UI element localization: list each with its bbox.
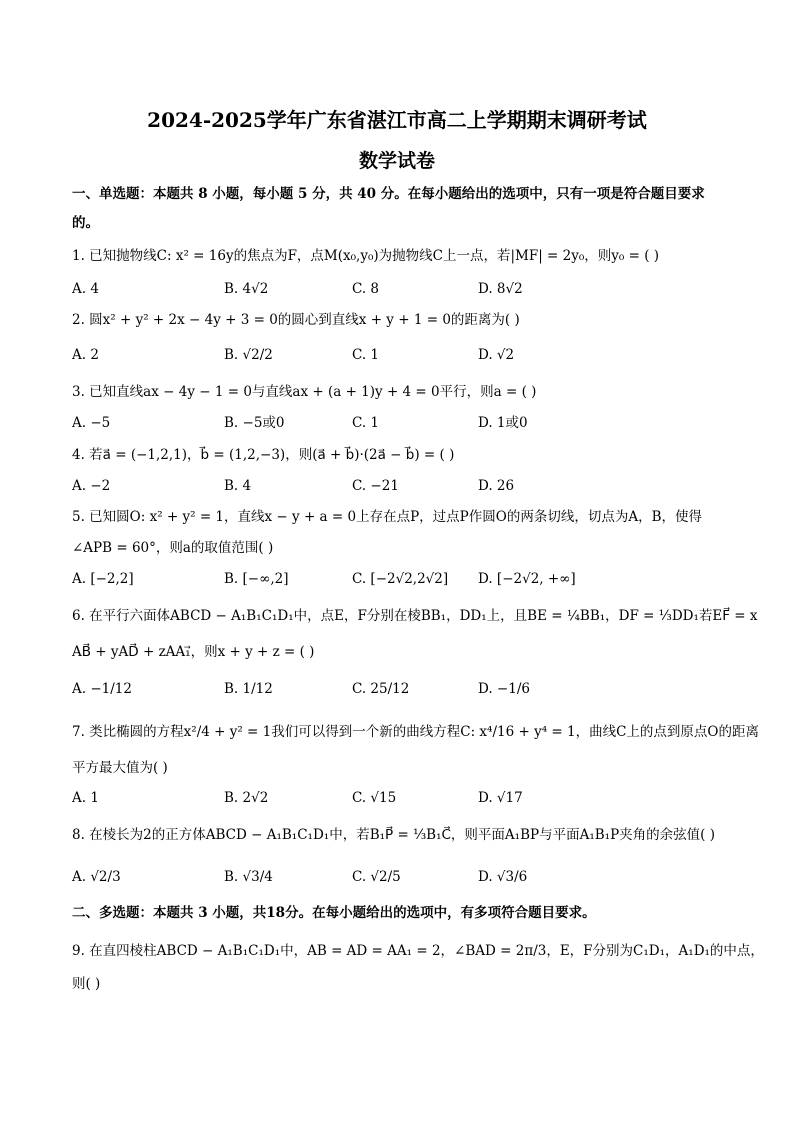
- option-c: C. 8: [352, 281, 380, 297]
- option-b: B. [−∞,2]: [224, 571, 289, 587]
- question-1-options: [72, 278, 732, 300]
- option-b: B. 4√2: [224, 281, 269, 297]
- option-b: B. −5或0: [224, 415, 285, 431]
- question-2: 2. 圆x² + y² + 2x − 4y + 3 = 0的圆心到直线x + y + 1 = 0的距离为( ): [72, 312, 520, 328]
- option-a: A. −2: [72, 478, 111, 494]
- option-a: A. 4: [72, 281, 99, 297]
- option-b: B. √2/2: [224, 347, 273, 363]
- option-a: A. 2: [72, 347, 99, 363]
- option-c: C. √2/5: [352, 869, 401, 885]
- option-c: C. −21: [352, 478, 399, 494]
- option-c: C. 1: [352, 347, 380, 363]
- option-a: A. −5: [72, 415, 111, 431]
- option-b: B. 4: [224, 478, 252, 494]
- option-b: B. √3/4: [224, 869, 273, 885]
- option-c: C. 25/12: [352, 681, 410, 697]
- question-7-cont: 平方最大值为( ): [72, 760, 168, 776]
- question-5: 5. 已知圆O: x² + y² = 1，直线x − y + a = 0上存在点P，过点P作圆O的两条切线，切点为A，B，使得: [72, 509, 702, 525]
- section2-heading: 二、多选题：本题共 3 小题，共18分。在每小题给出的选项中，有多项符合题目要求。: [72, 905, 596, 921]
- question-5-cont: ∠APB = 60°，则a的取值范围( ): [72, 540, 274, 556]
- option-d: D. [−2√2, +∞]: [478, 571, 576, 587]
- option-a: A. [−2,2]: [72, 571, 134, 587]
- question-2-options: [72, 344, 732, 366]
- question-3: 3. 已知直线ax − 4y − 1 = 0与直线ax + (a + 1)y + 4 = 0平行，则a = ( ): [72, 384, 537, 400]
- question-4: 4. 若a⃗ = (−1,2,1)，b⃗ = (1,2,−3)，则(a⃗ + b⃗)·(2a⃗ − b⃗) = ( ): [72, 447, 455, 463]
- section1-heading-cont: 的。: [72, 215, 99, 231]
- question-3-options: [72, 412, 732, 434]
- question-6-cont: AB⃗ + yAD⃗ + zAA₁⃗，则x + y + z = ( ): [72, 644, 315, 660]
- question-8-options: [72, 866, 732, 888]
- page-title: 2024-2025学年广东省湛江市高二上学期期末调研考试: [147, 108, 647, 132]
- option-d: D. √2: [478, 347, 515, 363]
- option-d: D. −1/6: [478, 681, 530, 697]
- question-1: 1. 已知抛物线C: x² = 16y的焦点为F，点M(x₀,y₀)为抛物线C上一点，若|MF| = 2y₀，则y₀ = ( ): [72, 248, 660, 264]
- option-d: D. √3/6: [478, 869, 528, 885]
- question-6: 6. 在平行六面体ABCD − A₁B₁C₁D₁中，点E，F分别在棱BB₁，DD₁上，且BE = ¼BB₁，DF = ⅓DD₁若EF⃗ = x: [72, 608, 758, 624]
- page-subtitle: 数学试卷: [358, 150, 435, 172]
- question-6-options: [72, 678, 732, 700]
- option-a: A. 1: [72, 790, 99, 806]
- question-4-options: [72, 475, 732, 497]
- question-7: 7. 类比椭圆的方程x²/4 + y² = 1我们可以得到一个新的曲线方程C: x⁴/16 + y⁴ = 1，曲线C上的点到原点O的距离: [72, 724, 759, 740]
- question-5-options: [72, 568, 732, 590]
- option-c: C. √15: [352, 790, 397, 806]
- option-b: B. 1/12: [224, 681, 273, 697]
- option-d: D. 8√2: [478, 281, 523, 297]
- question-8: 8. 在棱长为2的正方体ABCD − A₁B₁C₁D₁中，若B₁P⃗ = ⅓B₁C⃗，则平面A₁BP与平面A₁B₁P夹角的余弦值( ): [72, 827, 715, 843]
- section1-heading: 一、单选题：本题共 8 小题，每小题 5 分，共 40 分。在每小题给出的选项中，只有一项是符合题目要求: [72, 186, 705, 202]
- question-9: 9. 在直四棱柱ABCD − A₁B₁C₁D₁中，AB = AD = AA₁ = 2，∠BAD = 2π/3，E，F分别为C₁D₁，A₁D₁的中点，: [72, 943, 764, 959]
- option-c: C. 1: [352, 415, 380, 431]
- option-d: D. 26: [478, 478, 515, 494]
- option-d: D. 1或0: [478, 415, 528, 431]
- option-a: A. −1/12: [72, 681, 132, 697]
- option-a: A. √2/3: [72, 869, 121, 885]
- question-7-options: [72, 787, 732, 809]
- question-9-cont: 则( ): [72, 976, 101, 992]
- option-b: B. 2√2: [224, 790, 269, 806]
- option-c: C. [−2√2,2√2]: [352, 571, 449, 587]
- option-d: D. √17: [478, 790, 523, 806]
